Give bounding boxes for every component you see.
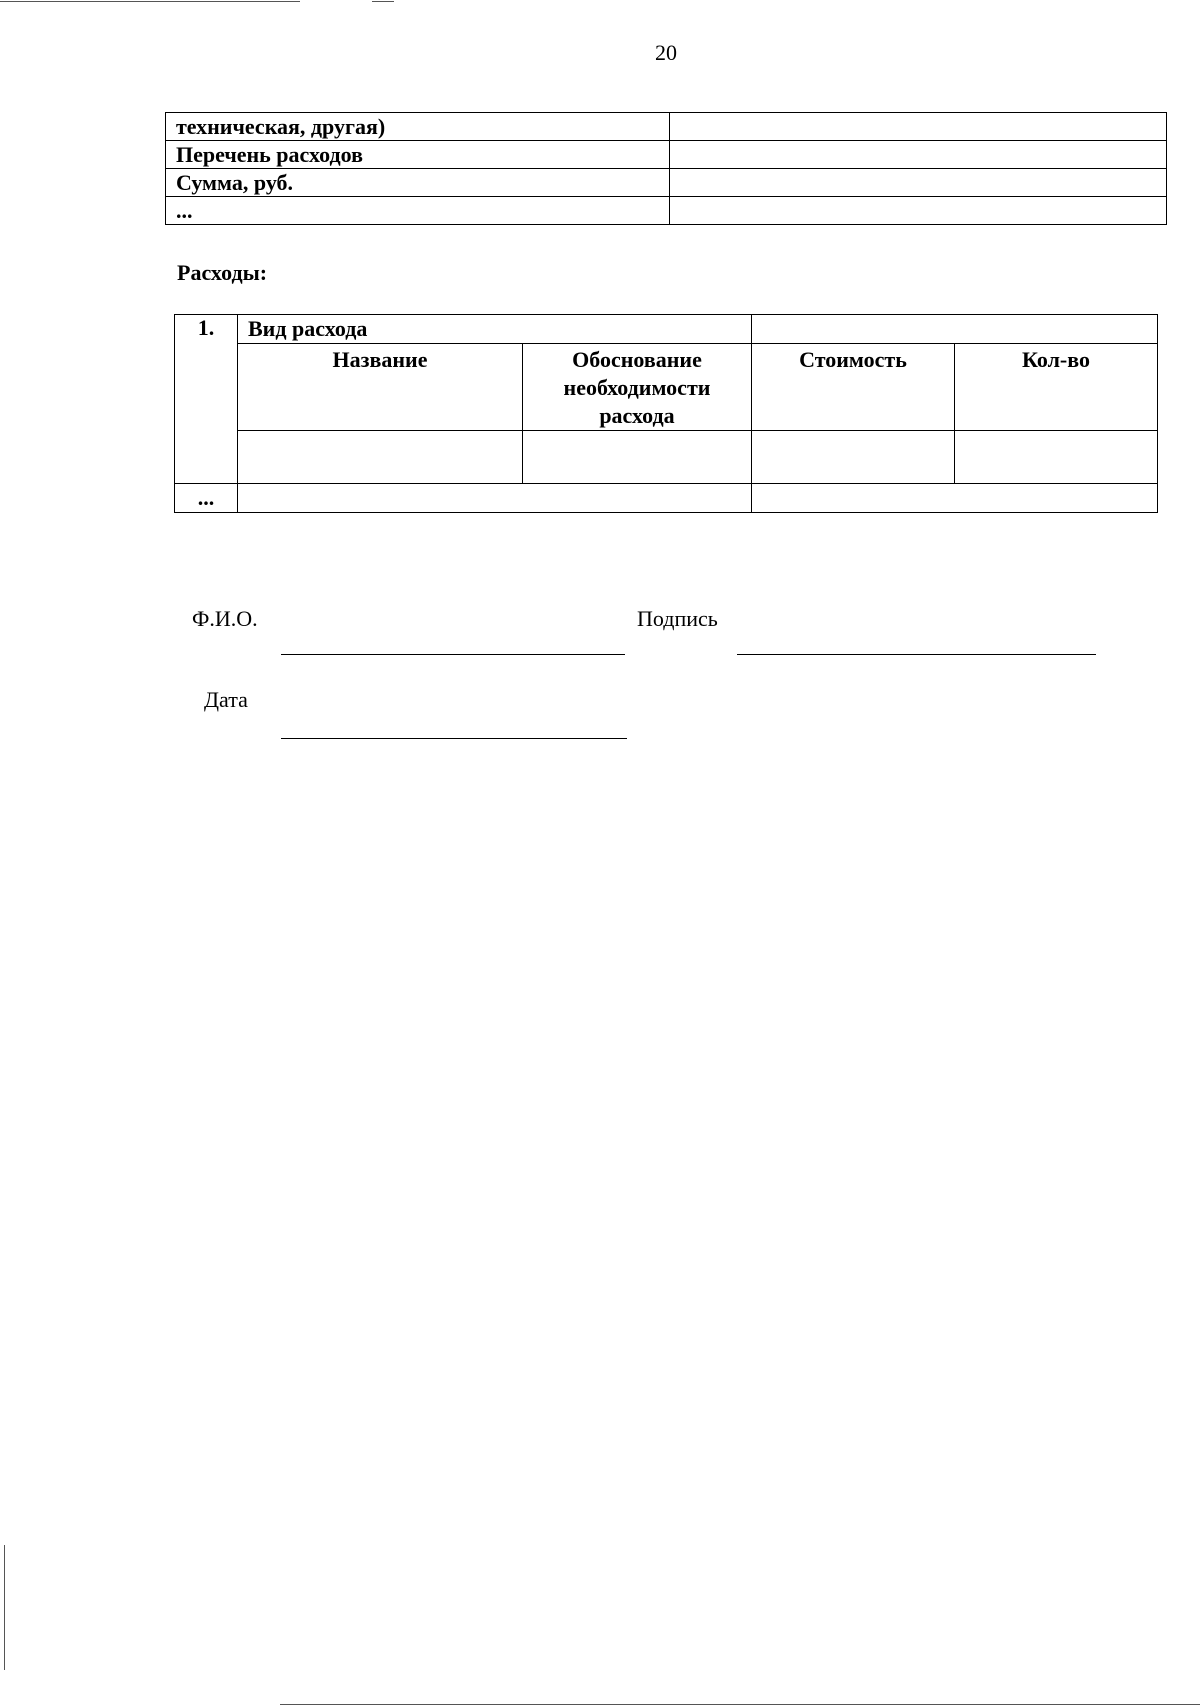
table-row <box>175 315 1158 344</box>
row-value[interactable] <box>670 197 1167 225</box>
cell-cost[interactable] <box>752 431 955 484</box>
date-label: Дата <box>204 687 248 712</box>
row-value[interactable] <box>670 141 1167 169</box>
expenses-title: Расходы: <box>177 260 268 285</box>
date-line[interactable] <box>281 738 627 739</box>
row-value[interactable] <box>670 113 1167 141</box>
fio-line[interactable] <box>281 654 625 655</box>
signature-label: Подпись <box>637 606 718 631</box>
more-marker: ... <box>175 484 238 513</box>
table-row <box>166 113 1167 141</box>
item-type-value[interactable] <box>752 315 1158 344</box>
row-value[interactable] <box>670 169 1167 197</box>
item-type-label: Вид расхода <box>238 315 752 344</box>
column-header-cost: Стоимость <box>752 344 955 431</box>
row-label: Сумма, руб. <box>166 169 670 197</box>
column-header-quantity: Кол-во <box>955 344 1158 431</box>
table-row <box>175 431 1158 484</box>
cell-name[interactable] <box>238 431 523 484</box>
column-header-name: Название <box>238 344 523 431</box>
project-info-table <box>165 112 1167 225</box>
row-label: Перечень расходов <box>166 141 670 169</box>
page-number: 20 <box>655 40 677 65</box>
table-row <box>166 141 1167 169</box>
table-row <box>175 484 1158 513</box>
scan-line-top <box>0 1 300 2</box>
column-header-justification: Обоснование необходимости расхода <box>523 344 752 431</box>
fio-label: Ф.И.О. <box>192 606 258 631</box>
scan-line-bottom <box>280 1704 1200 1705</box>
cell-more-type[interactable] <box>238 484 752 513</box>
scan-line-top-right <box>372 1 394 2</box>
row-label: ... <box>166 197 670 225</box>
row-label: техническая, другая) <box>166 113 670 141</box>
expenses-table <box>174 314 1158 513</box>
scan-line-left-edge <box>4 1545 5 1670</box>
cell-quantity[interactable] <box>955 431 1158 484</box>
table-row <box>166 197 1167 225</box>
cell-justification[interactable] <box>523 431 752 484</box>
table-row <box>166 169 1167 197</box>
signature-line[interactable] <box>737 654 1096 655</box>
item-number: 1. <box>175 315 238 484</box>
cell-more-value[interactable] <box>752 484 1158 513</box>
table-header-row <box>175 344 1158 431</box>
